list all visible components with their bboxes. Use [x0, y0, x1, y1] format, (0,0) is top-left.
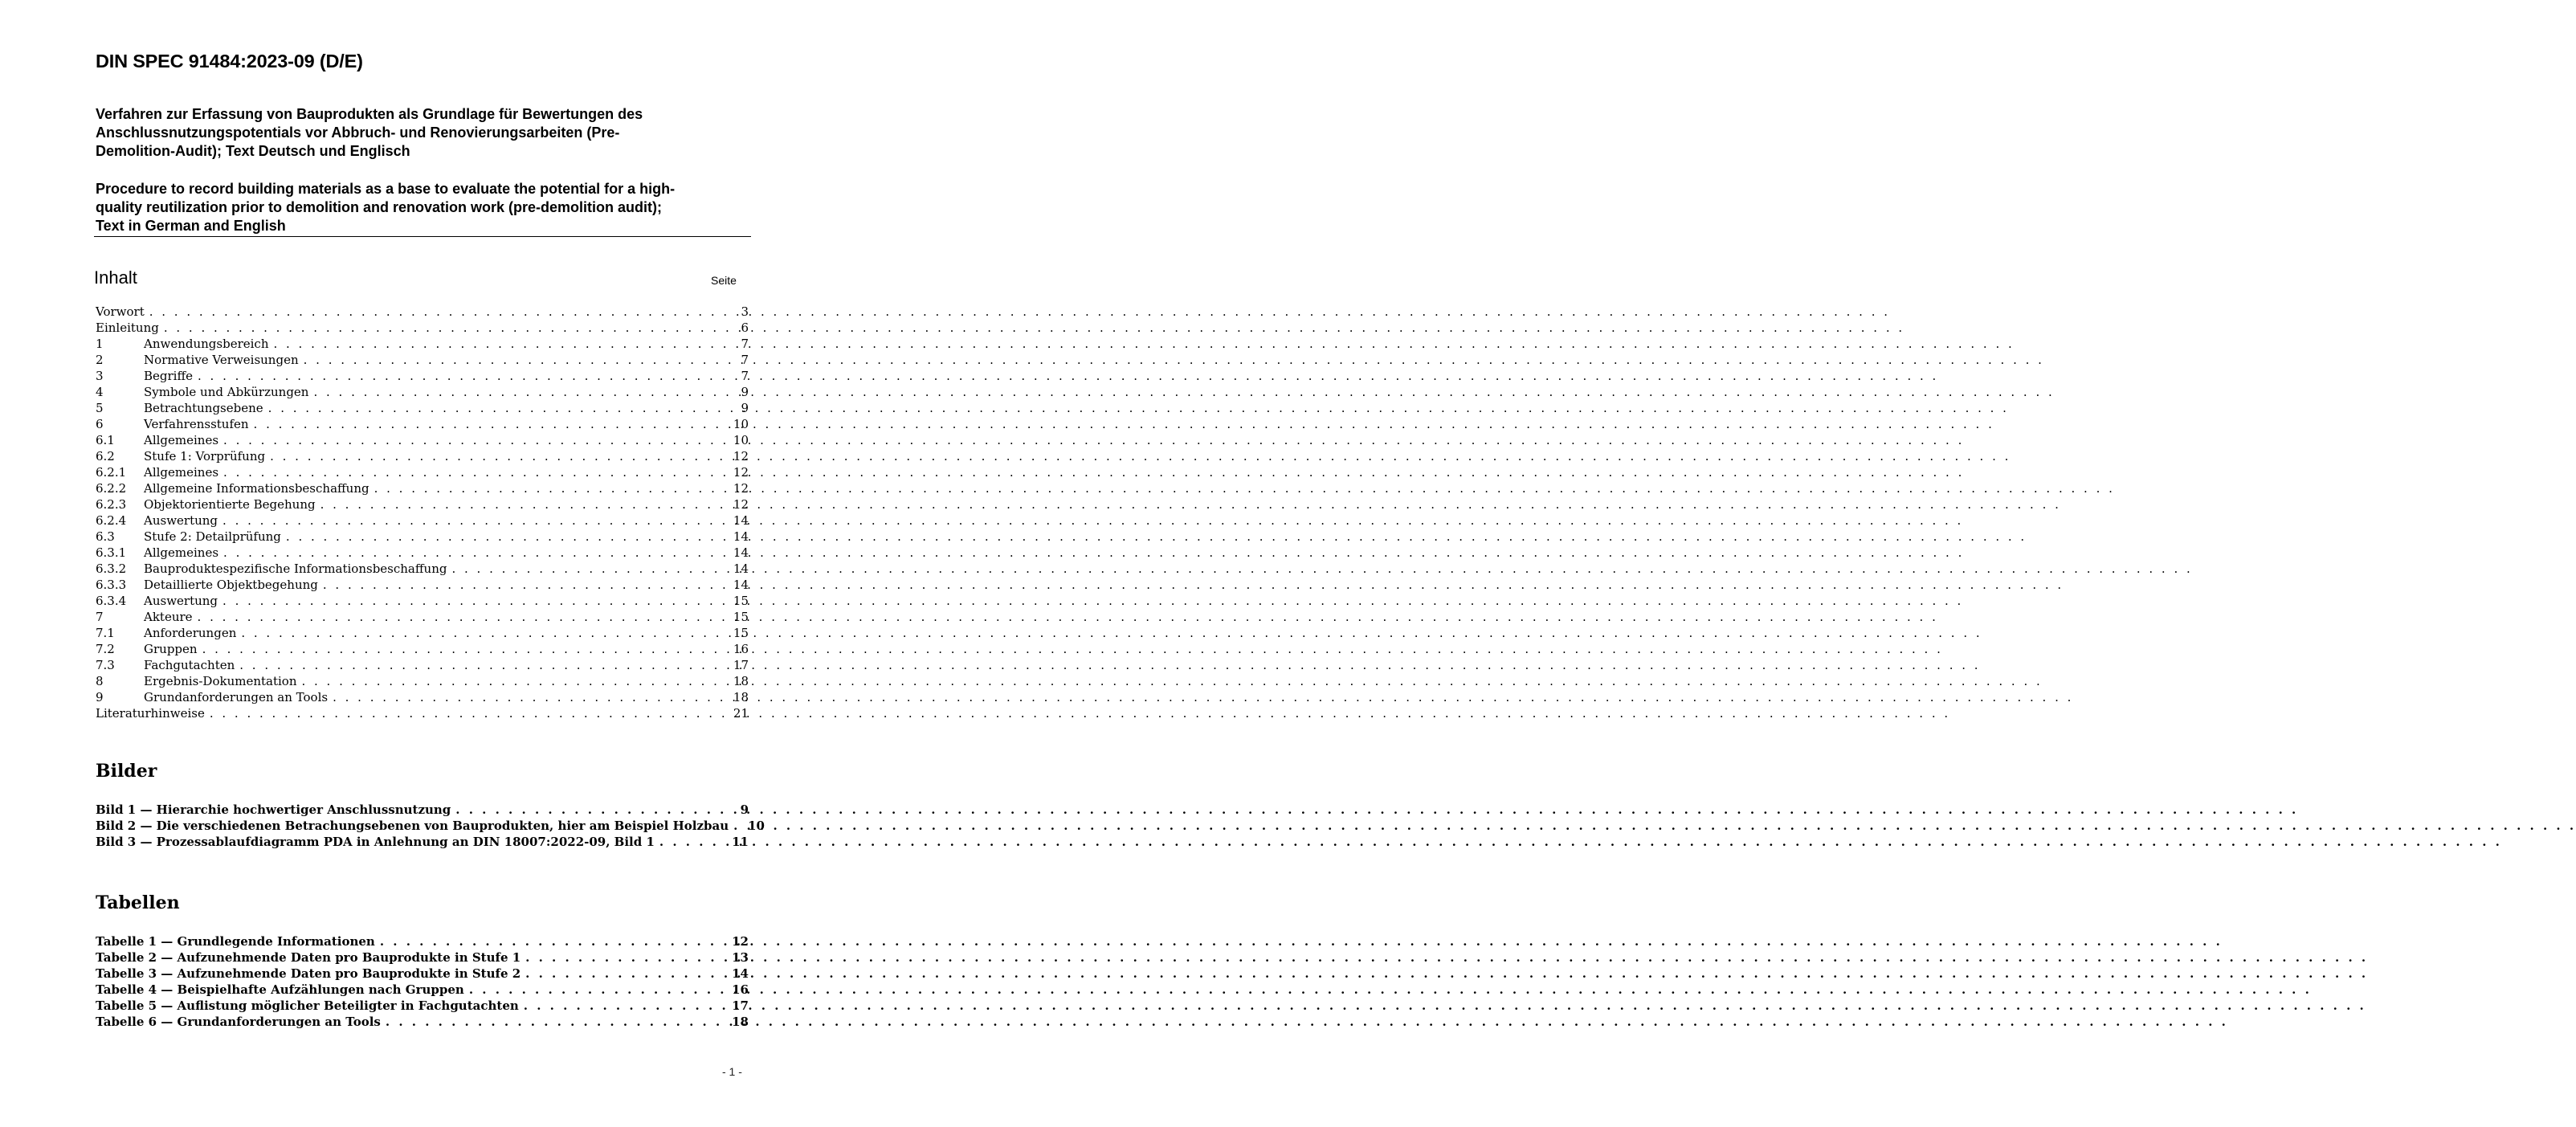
page-column-label: Seite	[711, 274, 737, 287]
toc-entry[interactable]	[96, 529, 749, 545]
dot-leader	[316, 496, 725, 512]
toc-entry-title: Bild 3 — Prozessablaufdiagramm PDA in Anlehnung an DIN 18007:2022-09, Bild 1	[96, 835, 655, 849]
dot-leader	[218, 432, 725, 448]
dot-leader	[235, 657, 725, 673]
tables-list	[96, 933, 749, 1030]
toc-entry-title: Bild 2 — Die verschiedenen Betrachungsebenen von Bauprodukten, hier am Beispiel Holzbau	[96, 819, 729, 833]
toc-entry[interactable]	[96, 949, 749, 966]
dot-leader	[381, 1014, 724, 1030]
toc-entry-title: Allgemeines	[144, 433, 219, 447]
toc-entry-page: 21	[733, 706, 749, 721]
toc-entry[interactable]	[96, 625, 749, 641]
toc-entry[interactable]	[96, 705, 749, 721]
toc-entry-title: Tabelle 2 — Aufzunehmende Daten pro Bauprodukte in Stufe 1	[96, 950, 521, 965]
toc-entry-title: Tabelle 3 — Aufzunehmende Daten pro Bauprodukte in Stufe 2	[96, 966, 521, 981]
toc-entry-number: 7.2	[96, 642, 115, 656]
toc-entry-title: Betrachtungsebene	[144, 401, 263, 415]
toc-entry[interactable]	[96, 545, 749, 561]
toc-entry-page: 14	[732, 966, 749, 981]
dot-leader	[265, 448, 725, 464]
toc-entry-title: Normative Verweisungen	[144, 353, 299, 367]
toc-entry-number: 6.3.3	[96, 578, 127, 592]
subtitle-german-line: Demolition-Audit); Text Deutsch und Englisch	[96, 143, 410, 159]
toc-entry-page: 9	[741, 385, 749, 399]
dot-leader	[308, 384, 726, 400]
subtitle-english	[96, 180, 754, 235]
dot-leader	[159, 320, 726, 336]
dot-leader	[296, 673, 725, 689]
toc-entry[interactable]	[96, 304, 749, 320]
toc-entry-title: Tabelle 6 — Grundanforderungen an Tools	[96, 1015, 381, 1029]
toc-entry-page: 17	[732, 998, 749, 1013]
toc-entry-page: 18	[733, 674, 749, 688]
dot-leader	[263, 400, 726, 416]
toc-entry[interactable]	[96, 416, 749, 432]
toc-entry-title: Ergebnis-Dokumentation	[144, 674, 297, 688]
dot-leader	[193, 609, 725, 625]
page-number: - 1 -	[722, 1065, 742, 1078]
subtitle-german-line: Anschlussnutzungspotentials vor Abbruch- und Renovierungsarbeiten (Pre-	[96, 125, 620, 141]
toc-entry-title: Anforderungen	[144, 626, 237, 640]
figures-list	[96, 802, 765, 850]
dot-leader	[375, 933, 724, 949]
toc-entry-number: 9	[96, 690, 104, 704]
toc-entry-title: Tabelle 4 — Beispielhafte Aufzählungen nach Gruppen	[96, 982, 464, 997]
toc-entry-page: 9	[740, 802, 749, 817]
subtitle-german	[96, 105, 754, 161]
toc-entry-page: 12	[733, 497, 749, 512]
toc-entry-page: 14	[733, 578, 749, 592]
toc-entry-page: 15	[733, 626, 749, 640]
toc-entry-number: 6.3.2	[96, 561, 127, 576]
toc-entry-number: 1	[96, 337, 104, 351]
toc-entry-page: 14	[733, 545, 749, 560]
toc-entry[interactable]	[96, 818, 765, 834]
toc-entry-title: Verfahrensstufen	[144, 417, 249, 431]
toc-entry-page: 18	[733, 690, 749, 704]
dot-leader	[198, 641, 725, 657]
toc-entry-page: 10	[748, 819, 765, 833]
toc-entry-page: 14	[733, 513, 749, 528]
toc-entry[interactable]	[96, 561, 749, 577]
toc-entry-number: 4	[96, 385, 104, 399]
toc-entry[interactable]	[96, 448, 749, 464]
dot-leader	[249, 416, 725, 432]
toc-entry-title: Auswertung	[144, 594, 218, 608]
toc-entry-title: Stufe 1: Vorprüfung	[144, 449, 266, 463]
toc-entry-title: Allgemeine Informationsbeschaffung	[144, 481, 369, 496]
toc-entry[interactable]	[96, 480, 749, 496]
subtitle-german-line: Verfahren zur Erfassung von Bauprodukten als Grundlage für Bewertungen des	[96, 106, 643, 122]
toc-entry[interactable]	[96, 641, 749, 657]
toc-entry-title: Literaturhinweise	[96, 706, 205, 721]
toc-entry-number: 6.2.3	[96, 497, 127, 512]
toc-entry-title: Allgemeines	[144, 545, 219, 560]
toc-entry-page: 10	[733, 433, 749, 447]
dot-leader	[318, 577, 725, 593]
toc-entry-number: 2	[96, 353, 104, 367]
toc-entry-number: 6	[96, 417, 104, 431]
toc-entry[interactable]	[96, 496, 749, 512]
toc-entry-number: 6.2	[96, 449, 115, 463]
toc-entry-number: 6.2.4	[96, 513, 127, 528]
document-title: DIN SPEC 91484:2023-09 (D/E)	[96, 51, 363, 71]
toc-entry[interactable]	[96, 982, 749, 998]
toc-heading: Inhalt	[94, 267, 137, 288]
toc-entry[interactable]	[96, 368, 749, 384]
toc-entry-page: 10	[733, 417, 749, 431]
toc-entry[interactable]	[96, 689, 749, 705]
toc-entry[interactable]	[96, 593, 749, 609]
toc-entry[interactable]	[96, 577, 749, 593]
toc-entry-title: Fachgutachten	[144, 658, 235, 672]
toc-entry-number: 6.1	[96, 433, 115, 447]
toc-entry[interactable]	[96, 966, 749, 982]
toc-list	[96, 304, 749, 721]
toc-entry-page: 12	[732, 934, 749, 949]
toc-entry-title: Auswertung	[144, 513, 218, 528]
dot-leader	[299, 352, 726, 368]
toc-entry-page: 7	[741, 353, 749, 367]
toc-entry-number: 6.3.1	[96, 545, 127, 560]
title-divider	[94, 236, 751, 237]
toc-entry-number: 7.1	[96, 626, 115, 640]
toc-entry-number: 6.2.2	[96, 481, 127, 496]
toc-entry-number: 6.3	[96, 529, 115, 544]
dot-leader	[193, 368, 726, 384]
toc-entry-page: 14	[733, 529, 749, 544]
dot-leader	[369, 480, 725, 496]
toc-entry[interactable]	[96, 834, 749, 850]
toc-entry-title: Gruppen	[144, 642, 198, 656]
dot-leader	[145, 304, 726, 320]
toc-entry-page: 12	[733, 465, 749, 480]
toc-entry-number: 6.2.1	[96, 465, 127, 480]
toc-entry-title: Allgemeines	[144, 465, 219, 480]
toc-entry-page: 15	[733, 610, 749, 624]
toc-entry[interactable]	[96, 464, 749, 480]
dot-leader	[464, 982, 724, 998]
toc-entry-number: 8	[96, 674, 104, 688]
toc-entry-number: 6.3.4	[96, 594, 127, 608]
dot-leader	[447, 561, 725, 577]
toc-entry-number: 7	[96, 610, 104, 624]
dot-leader	[729, 818, 740, 834]
toc-entry[interactable]	[96, 609, 749, 625]
toc-entry[interactable]	[96, 933, 749, 949]
toc-entry-title: Tabelle 1 — Grundlegende Informationen	[96, 934, 375, 949]
toc-entry[interactable]	[96, 512, 749, 529]
toc-entry[interactable]	[96, 352, 749, 368]
toc-entry-page: 11	[732, 835, 749, 849]
toc-entry[interactable]	[96, 998, 749, 1014]
dot-leader	[218, 464, 725, 480]
dot-leader	[521, 966, 724, 982]
toc-entry[interactable]	[96, 400, 749, 416]
toc-entry[interactable]	[96, 657, 749, 673]
toc-entry-title: Grundanforderungen an Tools	[144, 690, 329, 704]
toc-entry-page: 17	[733, 658, 749, 672]
dot-leader	[655, 834, 724, 850]
toc-entry-title: Begriffe	[144, 369, 194, 383]
toc-entry-title: Tabelle 5 — Auflistung möglicher Beteiligter in Fachgutachten	[96, 998, 519, 1013]
subtitle-english-line: quality reutilization prior to demolition and renovation work (pre-demolition audit);	[96, 199, 663, 215]
dot-leader	[328, 689, 725, 705]
dot-leader	[451, 802, 726, 818]
figures-heading: Bilder	[96, 761, 157, 782]
toc-entry-page: 15	[733, 594, 749, 608]
toc-entry-number: 3	[96, 369, 104, 383]
dot-leader	[218, 593, 725, 609]
toc-entry-title: Bauproduktespezifische Informationsbeschaffung	[144, 561, 447, 576]
toc-entry-title: Objektorientierte Begehung	[144, 497, 316, 512]
toc-entry[interactable]	[96, 1014, 749, 1030]
toc-entry-title: Detaillierte Objektbegehung	[144, 578, 318, 592]
toc-entry-title: Akteure	[144, 610, 193, 624]
toc-entry[interactable]	[96, 384, 749, 400]
toc-entry-page: 7	[741, 369, 749, 383]
dot-leader	[218, 545, 725, 561]
toc-entry[interactable]	[96, 432, 749, 448]
toc-entry-page: 18	[732, 1015, 749, 1029]
toc-entry-title: Vorwort	[96, 304, 145, 319]
toc-entry-title: Anwendungsbereich	[144, 337, 269, 351]
toc-entry-page: 6	[741, 321, 749, 335]
toc-entry-title: Stufe 2: Detailprüfung	[144, 529, 281, 544]
toc-entry-page: 13	[732, 950, 749, 965]
subtitle-english-line: Text in German and English	[96, 218, 286, 234]
toc-entry-number: 7.3	[96, 658, 115, 672]
toc-entry-page: 14	[733, 561, 749, 576]
toc-entry-number: 5	[96, 401, 104, 415]
toc-entry[interactable]	[96, 320, 749, 336]
dot-leader	[268, 336, 726, 352]
toc-entry-page: 7	[741, 337, 749, 351]
toc-entry[interactable]	[96, 673, 749, 689]
subtitle-english-line: Procedure to record building materials as a base to evaluate the potential for a high-	[96, 181, 676, 197]
toc-entry-title: Bild 1 — Hierarchie hochwertiger Anschlussnutzung	[96, 802, 451, 817]
toc-entry-page: 3	[741, 304, 749, 319]
toc-entry-page: 9	[741, 401, 749, 415]
dot-leader	[519, 998, 724, 1014]
dot-leader	[521, 949, 724, 966]
toc-entry-page: 16	[733, 642, 749, 656]
toc-entry-title: Symbole und Abkürzungen	[144, 385, 309, 399]
toc-entry-title: Einleitung	[96, 321, 159, 335]
toc-entry[interactable]	[96, 336, 749, 352]
dot-leader	[281, 529, 725, 545]
dot-leader	[205, 705, 725, 721]
toc-entry[interactable]	[96, 802, 749, 818]
toc-entry-page: 16	[732, 982, 749, 997]
toc-entry-page: 12	[733, 449, 749, 463]
tables-heading: Tabellen	[96, 892, 180, 913]
dot-leader	[218, 512, 725, 529]
toc-entry-page: 12	[733, 481, 749, 496]
dot-leader	[236, 625, 725, 641]
